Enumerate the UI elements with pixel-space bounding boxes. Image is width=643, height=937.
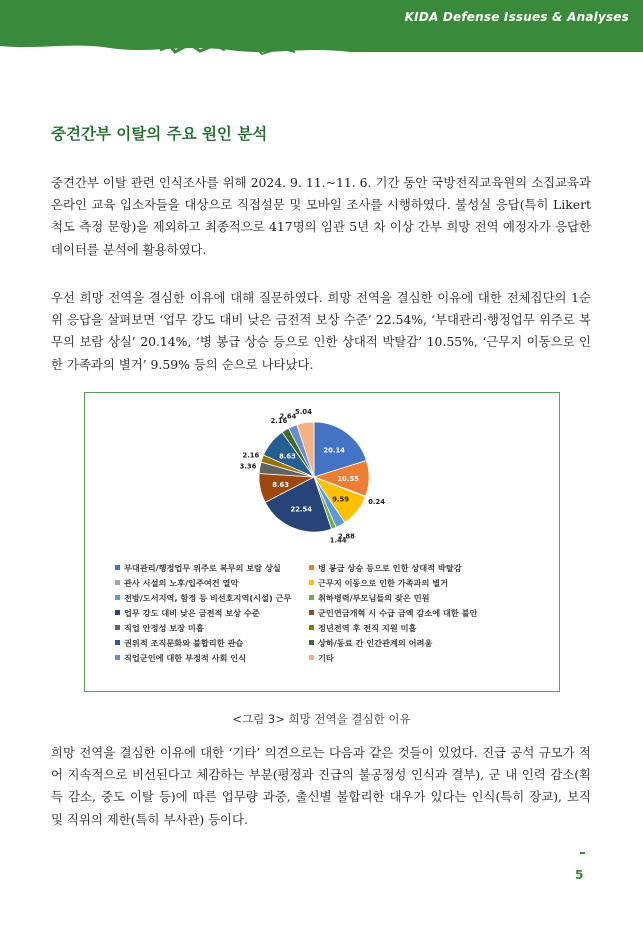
legend-item-2 — [309, 563, 462, 574]
legend-item-12 — [309, 638, 432, 649]
legend-swatch — [309, 640, 314, 645]
legend-item-13 — [115, 653, 246, 664]
paragraph-survey: 중견간부 이탈 관련 인식조사를 위해 2024. 9. 11.~11. 6. 기간 동안 국방전직교육원의 소집교육과 온라인 교육 입소자들을 대상으로 직접설문 및 모바일 조사를 시행하였다. 불성실 응답(특히 Likert 척도 측정 문항)을 제외하고 최종적으로 417명의 임관 5년 차 이상 간부 희망 전역 예정자가 응답한 데이터를 분석에 활용하였다. — [51, 175, 591, 257]
legend-item-4 — [309, 578, 448, 589]
pie-data-label-7: 22.54 — [290, 505, 312, 514]
pie-data-label-2: 10.55 — [337, 474, 359, 483]
legend-label: 기타 — [318, 653, 334, 663]
figure-box — [84, 392, 560, 692]
header-brush-decoration — [0, 36, 643, 80]
legend-swatch — [309, 610, 314, 615]
header-title: KIDA Defense Issues & Analyses — [404, 10, 629, 24]
legend-label: 전방/도서지역, 함정 등 비선호지역(시설) 근무 — [124, 593, 292, 603]
page-number-dash — [580, 852, 585, 854]
legend-swatch — [309, 625, 314, 630]
legend-label: 직업 안정성 보장 미흡 — [124, 623, 204, 633]
page-number: 5 — [575, 868, 584, 882]
pie-data-label-3: 0.24 — [368, 497, 385, 506]
legend-item-10 — [309, 623, 416, 634]
legend-item-14 — [309, 653, 334, 664]
pie-data-label-11: 8.63 — [279, 452, 296, 461]
legend-item-6 — [309, 593, 430, 604]
legend-swatch — [115, 625, 120, 630]
legend-swatch — [309, 595, 314, 600]
pie-data-label-10: 2.16 — [242, 451, 260, 460]
section-title: 중견간부 이탈의 주요 원인 분석 — [51, 125, 268, 143]
legend-item-3 — [115, 578, 238, 589]
legend-swatch — [115, 610, 120, 615]
pie-data-label-9: 3.36 — [239, 462, 257, 471]
legend-item-11 — [115, 638, 243, 649]
legend-swatch — [309, 565, 314, 570]
pie-data-label-8: 8.63 — [272, 481, 290, 490]
pie-data-label-1: 20.14 — [323, 446, 345, 455]
legend-item-5 — [115, 593, 291, 604]
paragraph-other-opinions: 희망 전역을 결심한 이유에 대한 ‘기타’ 의견으로는 다음과 같은 것들이 있었다. 진급 공석 규모가 적어 지속적으로 비선된다고 체감하는 부분(평정과 진급의 불공정성 인식과 결부), 군 내 인력 감소(획득 감소, 중도 이탈 등)에 따른 업무량 과중, 출신별 불합리한 대우가 있다는 인식(특히 장교), 보직 및 직위의 제한(특히 부사관) 등이다. — [51, 745, 591, 827]
legend-item-9 — [115, 623, 204, 634]
legend-label: 권위적 조직문화와 불합리한 관습 — [124, 638, 244, 648]
legend-label: 군인연금개혁 시 수급 금액 감소에 대한 불안 — [318, 608, 478, 618]
legend-swatch — [115, 640, 120, 645]
legend-label: 취하병력/부모님들의 잦은 민원 — [318, 593, 430, 603]
page-header — [0, 0, 643, 74]
legend-label: 상하/동료 간 인간관계의 어려움 — [318, 638, 433, 648]
legend-swatch — [115, 580, 120, 585]
pie-data-label-4: 9.59 — [332, 495, 350, 504]
legend-item-8 — [309, 608, 477, 619]
figure-caption: <그림 3> 희망 전역을 결심한 이유 — [232, 712, 411, 726]
legend-swatch — [309, 580, 314, 585]
legend-swatch — [115, 565, 120, 570]
legend-label: 병 봉급 상승 등으로 인한 상대적 박탈감 — [318, 563, 462, 573]
pie-data-label-13: 2.64 — [279, 412, 297, 421]
paragraph-results: 우선 희망 전역을 결심한 이유에 대해 질문하였다. 희망 전역을 결심한 이유에 대한 전체집단의 1순위 응답을 살펴보면 ‘업무 강도 대비 낮은 금전적 보상 수준’ 22.54%, ‘부대관리·행정업무 위주로 복무의 보람 상실’ 20.14%, ‘병 봉급 상승 등으로 인한 상대적 박탈감’ 10.55%, ‘근무지 이동으로 인한 가족과의 별거’ 9.59% 등의 순으로 나타났다. — [51, 290, 591, 372]
legend-label: 직업군인에 대한 부정적 사회 인식 — [124, 653, 247, 663]
legend-item-7 — [115, 608, 260, 619]
legend-label: 근무지 이동으로 인한 가족과의 별거 — [318, 578, 449, 588]
legend-swatch — [115, 595, 120, 600]
legend-label: 관사 시설의 노후/입주여건 열악 — [124, 578, 239, 588]
legend-swatch — [309, 655, 314, 660]
pie-data-label-5: 2.88 — [338, 532, 355, 541]
legend-label: 정년전역 후 전직 지원 미흡 — [318, 623, 417, 633]
pie-chart — [85, 393, 559, 563]
legend-label: 업무 강도 대비 낮은 금전적 보상 수준 — [124, 608, 260, 618]
pie-data-label-14: 5.04 — [295, 407, 312, 416]
pie-data-label-12: 2.16 — [270, 416, 288, 425]
legend-label: 부대관리/행정업무 위주로 복무의 보람 상실 — [124, 563, 281, 573]
pie-data-label-6: 1.44 — [329, 536, 347, 545]
legend-swatch — [115, 655, 120, 660]
legend-item-1 — [115, 563, 281, 574]
